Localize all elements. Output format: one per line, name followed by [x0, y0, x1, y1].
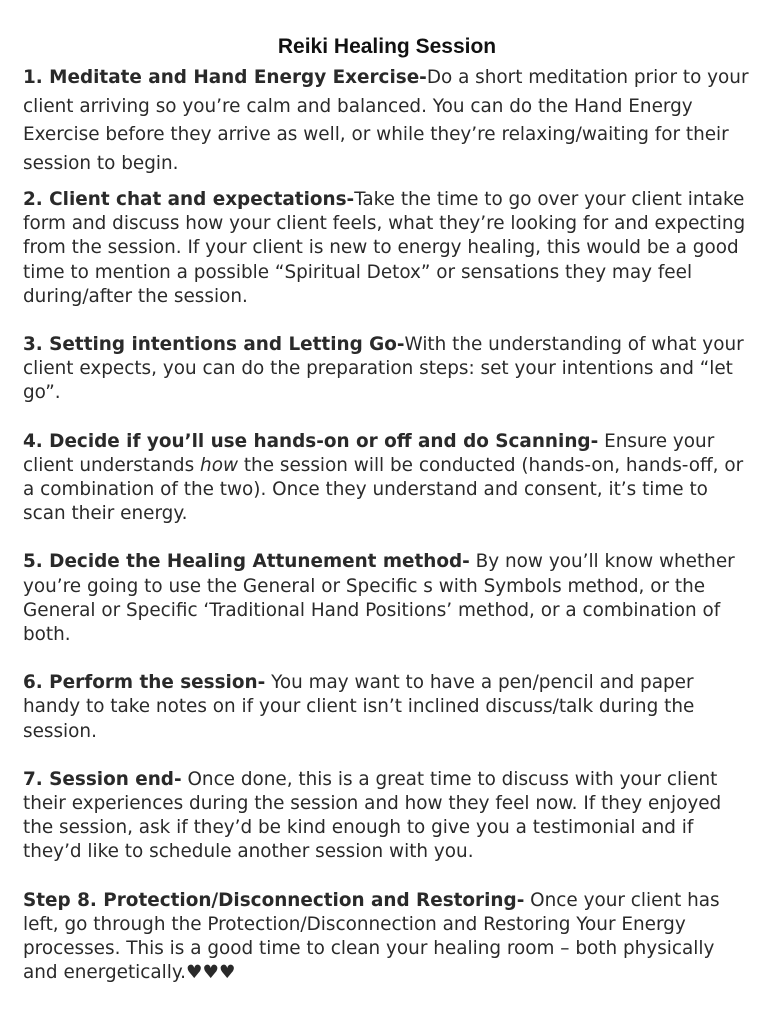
document-page [23, 34, 751, 1009]
step-4-body-italic: how [200, 454, 238, 476]
step-2-paragraph [23, 188, 751, 309]
step-4-heading: 4. Decide if you’ll use hands-on or off and do Scanning- [23, 430, 599, 452]
step-5-body: By now you’ll know whether you’re going to use the General or Specific s with Symbols method, or the General or Specific ‘Traditional Hand Positions’ method, or a combination of both. [23, 551, 735, 646]
step-5-paragraph [23, 550, 751, 647]
step-1-heading: 1. Meditate and Hand Energy Exercise- [23, 67, 427, 88]
step-3-body: With the understanding of what your client expects, you can do the preparation steps: set your intentions and “let go”. [23, 334, 744, 404]
step-8-paragraph [23, 889, 751, 986]
step-8-body: Once your client has left, go through the Protection/Disconnection and Restoring Your Energy processes. This is a good time to clean your healing room – both physically and energetically.♥♥♥ [23, 889, 720, 984]
step-7-heading: 7. Session end- [23, 768, 182, 790]
step-1-paragraph [23, 64, 751, 178]
step-1-body: Do a short meditation prior to your client arriving so you’re calm and balanced. You can do the Hand Energy Exercise before they arrive as well, or while they’re relaxing/waiting for their session to begin. [23, 67, 749, 174]
step-2-body: Take the time to go over your client intake form and discuss how your client feels, what they’re looking for and expecting from the session. If your client is new to energy healing, this would be a good time to mention a possible “Spiritual Detox” or sensations they may feel during/after the session. [23, 189, 746, 307]
step-5-heading: 5. Decide the Healing Attunement method- [23, 551, 470, 573]
step-6-heading: 6. Perform the session- [23, 672, 266, 694]
step-6-paragraph [23, 671, 751, 744]
document-title: Reiki Healing Session [277, 35, 497, 58]
step-4-body-before: Ensure your client understands [23, 430, 715, 476]
step-7-paragraph [23, 768, 751, 865]
step-6-body: You may want to have a pen/pencil and paper handy to take notes on if your client isn’t inclined discuss/talk during the session. [23, 672, 695, 742]
step-4-body-after: the session will be conducted (hands-on, hands-off, or a combination of the two). Once they understand and consent, it’s time to scan their energy. [23, 454, 744, 525]
step-7-body: Once done, this is a great time to discuss with your client their experiences during the session and how they feel now. If they enjoyed the session, ask if they’d be kind enough to give you a testimonial and if they’d like to schedule another session with you. [23, 768, 722, 863]
step-4-paragraph [23, 430, 751, 527]
step-2-heading: 2. Client chat and expectations- [23, 189, 355, 210]
step-3-heading: 3. Setting intentions and Letting Go- [23, 334, 405, 356]
step-8-heading: Step 8. Protection/Disconnection and Restoring- [23, 889, 525, 911]
step-3-paragraph [23, 333, 751, 406]
